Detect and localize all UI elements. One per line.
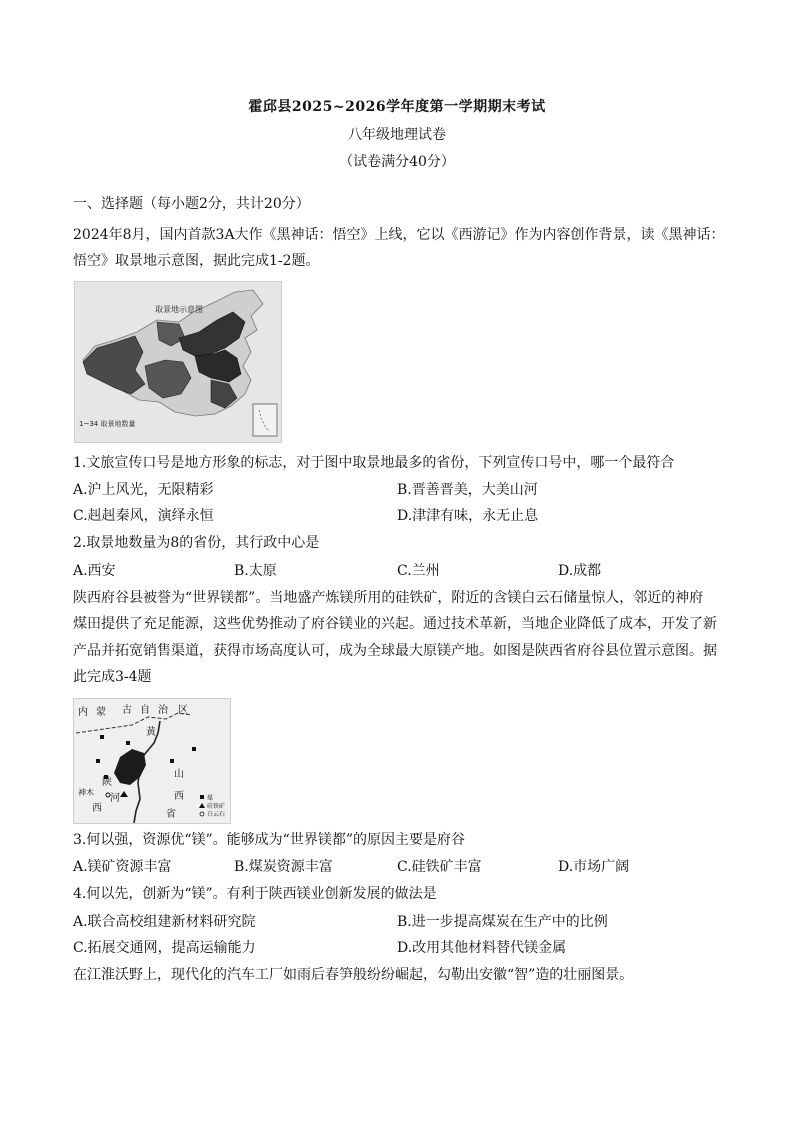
question-4-option-d: D.改用其他材料替代镁金属 xyxy=(397,940,567,956)
question-2-option-a: A.西安 xyxy=(73,563,116,579)
map2-shanxi-char-2: 西 xyxy=(174,791,184,802)
passage-2-line-4: 此完成3-4题 xyxy=(73,669,152,685)
question-3-option-a: A.镁矿资源丰富 xyxy=(73,859,172,875)
question-4-option-a: A.联合高校组建新材料研究院 xyxy=(73,914,256,930)
map2-region-char-6: 区 xyxy=(178,705,188,716)
question-3-option-b: B.煤炭资源丰富 xyxy=(234,859,333,875)
exam-subtitle: 八年级地理试卷 xyxy=(348,127,446,143)
map2-region-char-5: 治 xyxy=(158,705,168,716)
question-2-stem: 2.取景地数量为8的省份，其行政中心是 xyxy=(73,535,320,551)
question-1-option-d: D.津津有味，永无止息 xyxy=(397,508,539,524)
map2-region-char-4: 自 xyxy=(140,705,150,716)
question-3-option-c: C.硅铁矿丰富 xyxy=(397,859,482,875)
question-2-option-c: C.兰州 xyxy=(397,563,440,579)
exam-score-note: （试卷满分40分） xyxy=(339,154,455,170)
map1-legend: 1~34 取景地数量 xyxy=(79,420,136,428)
map2-shaanxi-char-1: 陕 xyxy=(102,777,112,788)
map2-shenmu-label: 神木 xyxy=(78,788,94,797)
map1-title: 取景地示意图 xyxy=(155,305,203,314)
map2-shaanxi-char-2: 西 xyxy=(92,803,102,814)
map2-legend-coal: 煤 xyxy=(207,795,214,802)
passage-2-line-1: 陕西府谷县被誉为“世界镁都”。当地盛产炼镁所用的硅铁矿，附近的含镁白云石储量惊人，邻近的神府 xyxy=(73,590,704,606)
question-3-stem: 3.何以强，资源优“镁”。能够成为“世界镁都”的原因主要是府谷 xyxy=(73,832,465,848)
question-2-option-d: D.成都 xyxy=(558,563,602,579)
question-1-option-b: B.晋善晋美，大美山河 xyxy=(397,482,538,498)
question-4-stem: 4.何以先，创新为“镁”。有利于陕西镁业创新发展的做法是 xyxy=(73,886,437,902)
question-4-option-b: B.进一步提高煤炭在生产中的比例 xyxy=(397,914,608,930)
section-heading: 一、选择题（每小题2分，共计20分） xyxy=(73,196,310,212)
map2-shanxi-char-3: 省 xyxy=(166,809,176,820)
passage-3-line-1: 在江淮沃野上，现代化的汽车工厂如雨后春笋般纷纷崛起，勾勒出安徽“智”造的壮丽图景。 xyxy=(73,967,634,983)
map2-region-char-2: 蒙 xyxy=(96,707,106,718)
question-1-stem: 1.文旅宣传口号是地方形象的标志，对于图中取景地最多的省份，下列宣传口号中，哪一个最符合 xyxy=(73,455,675,471)
map2-river-label-2: 河 xyxy=(110,793,120,804)
question-3-option-d: D.市场广阔 xyxy=(558,859,630,875)
filming-locations-map xyxy=(74,281,282,443)
intro-line-2: 悟空》取景地示意图，据此完成1-2题。 xyxy=(73,253,320,269)
map2-legend-dolomite: 白云石 xyxy=(207,811,226,818)
question-4-option-c: C.拓展交通网，提高运输能力 xyxy=(73,940,256,956)
fugu-location-map xyxy=(73,698,231,824)
map2-shanxi-char-1: 山 xyxy=(174,769,184,780)
china-map-graphic xyxy=(75,282,281,442)
passage-2-line-2: 煤田提供了充足能源，这些优势推动了府谷镁业的兴起。通过技术革新，当地企业降低了成本，开发了新 xyxy=(73,616,717,632)
question-2-option-b: B.太原 xyxy=(234,563,277,579)
map2-legend-ferrosilicon: 硅铁矿 xyxy=(207,803,226,810)
map2-region-char-3: 古 xyxy=(122,705,132,716)
map2-region-char-1: 内 xyxy=(78,707,88,718)
exam-title: 霍邱县2025~2026学年度第一学期期末考试 xyxy=(248,99,546,115)
fugu-map-graphic xyxy=(74,699,230,823)
question-1-option-a: A.沪上风光，无限精彩 xyxy=(73,482,214,498)
passage-2-line-3: 产品并拓宽销售渠道，获得市场高度认可，成为全球最大原镁产地。如图是陕西省府谷县位置示意图。据 xyxy=(73,643,717,659)
question-1-option-c: C.赳赳秦风，演绎永恒 xyxy=(73,508,214,524)
intro-line-1: 2024年8月，国内首款3A大作《黑神话：悟空》上线，它以《西游记》作为内容创作背景，读《黑神话： xyxy=(73,227,725,243)
map2-river-label-1: 黄 xyxy=(146,727,156,738)
